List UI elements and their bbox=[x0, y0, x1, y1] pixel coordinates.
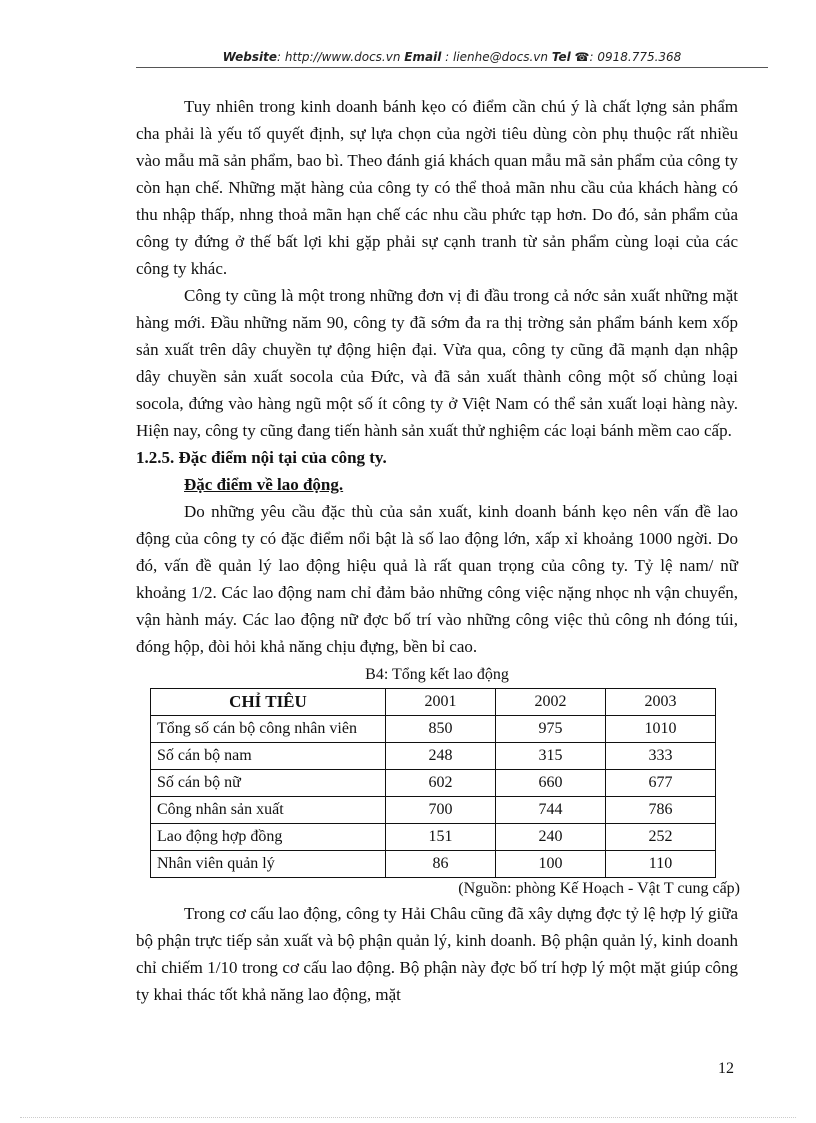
paragraph-quality: Tuy nhiên trong kinh doanh bánh kẹo có điểm cần chú ý là chất lợng sản phẩm cha phải là yếu tố quyết định, sự lựa chọn của ngời tiêu dùng còn phụ thuộc rất nhiều vào mẫu mã sản phẩm, bao bì. Theo đánh giá khách quan mẫu mã sản phẩm của công ty còn hạn chế. Những mặt hàng của công ty có thể thoả mãn nhu cầu của khách hàng có thu nhập thấp, nhng thoả mãn hạn chế các nhu cầu phức tạp hơn. Do đó, sản phẩm của công ty đứng ở thế bất lợi khi gặp phải sự cạnh tranh từ sản phẩm cùng loại của các công ty khác. bbox=[136, 97, 738, 278]
website-label: Website bbox=[222, 50, 277, 64]
row-label: Lao động hợp đồng bbox=[151, 824, 386, 851]
cell-2003: 1010 bbox=[606, 716, 716, 743]
row-label: Công nhân sản xuất bbox=[151, 797, 386, 824]
page-header bbox=[136, 50, 768, 64]
email-label: Email bbox=[404, 50, 442, 64]
cell-2003: 786 bbox=[606, 797, 716, 824]
website-value: : http://www.docs.vn bbox=[277, 50, 401, 64]
cell-2002: 660 bbox=[496, 770, 606, 797]
tel-value: ☎: 0918.775.368 bbox=[574, 50, 682, 64]
cell-2003: 333 bbox=[606, 743, 716, 770]
cell-2001: 602 bbox=[386, 770, 496, 797]
cell-2002: 100 bbox=[496, 851, 606, 878]
header-2002: 2002 bbox=[496, 689, 606, 716]
table-row bbox=[151, 797, 716, 824]
paragraph-labor: Do những yêu cầu đặc thù của sản xuất, kinh doanh bánh kẹo nên vấn đề lao động của công ty có đặc điểm nổi bật là số lao động lớn, xấp xỉ khoảng 1000 ngời. Do đó, vấn đề quản lý lao động hiệu quả là rất quan trọng của công ty. Tỷ lệ nam/ nữ khoảng 1/2. Các lao động nam chỉ đảm bảo những công việc nặng nhọc nh vận chuyển, vận hành máy. Các lao động nữ đợc bố trí vào những công việc thủ công nh đóng túi, đóng hộp, đòi hỏi khả năng chịu đựng, bền bỉ cao. bbox=[136, 502, 738, 656]
row-label: Nhân viên quản lý bbox=[151, 851, 386, 878]
row-label: Tổng số cán bộ công nhân viên bbox=[151, 716, 386, 743]
row-label: Số cán bộ nữ bbox=[151, 770, 386, 797]
cell-2001: 248 bbox=[386, 743, 496, 770]
cell-2002: 315 bbox=[496, 743, 606, 770]
table-header-row bbox=[151, 689, 716, 716]
cell-2001: 700 bbox=[386, 797, 496, 824]
cell-2003: 677 bbox=[606, 770, 716, 797]
cell-2002: 744 bbox=[496, 797, 606, 824]
footer-divider bbox=[20, 1117, 796, 1118]
page-number: 12 bbox=[718, 1060, 734, 1077]
cell-2001: 86 bbox=[386, 851, 496, 878]
cell-2001: 850 bbox=[386, 716, 496, 743]
header-indicator: CHỈ TIÊU bbox=[151, 689, 386, 716]
paragraph-new-products: Công ty cũng là một trong những đơn vị đi đầu trong cả nớc sản xuất những mặt hàng mới. Đầu những năm 90, công ty đã sớm đa ra thị trờng sản phẩm bánh kem xốp sản xuất trên dây chuyền tự động hiện đại. Vừa qua, công ty cũng đã mạnh dạn nhập dây chuyền sản xuất socola của Đức, và đã sản xuất thành công một số chủng loại socola, đứng vào hàng ngũ một số ít công ty ở Việt Nam có thể sản xuất loại hàng này. Hiện nay, công ty cũng đang tiến hành sản xuất thử nghiệm các loại bánh mềm cao cấp. bbox=[136, 286, 738, 440]
document-body bbox=[136, 93, 738, 1008]
row-label: Số cán bộ nam bbox=[151, 743, 386, 770]
section-heading: 1.2.5. Đặc điểm nội tại của công ty. bbox=[136, 448, 387, 467]
email-value: : lienhe@docs.vn bbox=[445, 50, 548, 64]
paragraph-structure: Trong cơ cấu lao động, công ty Hải Châu cũng đã xây dựng đợc tỷ lệ hợp lý giữa bộ phận trực tiếp sản xuất và bộ phận quản lý, kinh doanh. Bộ phận quản lý, kinh doanh chỉ chiếm 1/10 trong cơ cấu lao động. Bộ phận này đợc bố trí hợp lý một mặt giúp công ty khai thác tốt khả năng lao động, mặt bbox=[136, 904, 738, 1004]
cell-2002: 975 bbox=[496, 716, 606, 743]
table-row bbox=[151, 716, 716, 743]
cell-2001: 151 bbox=[386, 824, 496, 851]
table-row bbox=[151, 824, 716, 851]
cell-2003: 110 bbox=[606, 851, 716, 878]
header-divider bbox=[136, 67, 768, 68]
table-row bbox=[151, 770, 716, 797]
sub-heading: Đặc điểm về lao động. bbox=[184, 475, 344, 494]
labor-summary-table bbox=[150, 688, 716, 878]
cell-2002: 240 bbox=[496, 824, 606, 851]
table-row bbox=[151, 743, 716, 770]
header-2003: 2003 bbox=[606, 689, 716, 716]
cell-2003: 252 bbox=[606, 824, 716, 851]
table-row bbox=[151, 851, 716, 878]
tel-label: Tel bbox=[551, 50, 571, 64]
table-source: (Nguồn: phòng Kế Hoạch - Vật T cung cấp) bbox=[458, 880, 740, 897]
header-2001: 2001 bbox=[386, 689, 496, 716]
table-caption: B4: Tổng kết lao động bbox=[365, 666, 509, 683]
